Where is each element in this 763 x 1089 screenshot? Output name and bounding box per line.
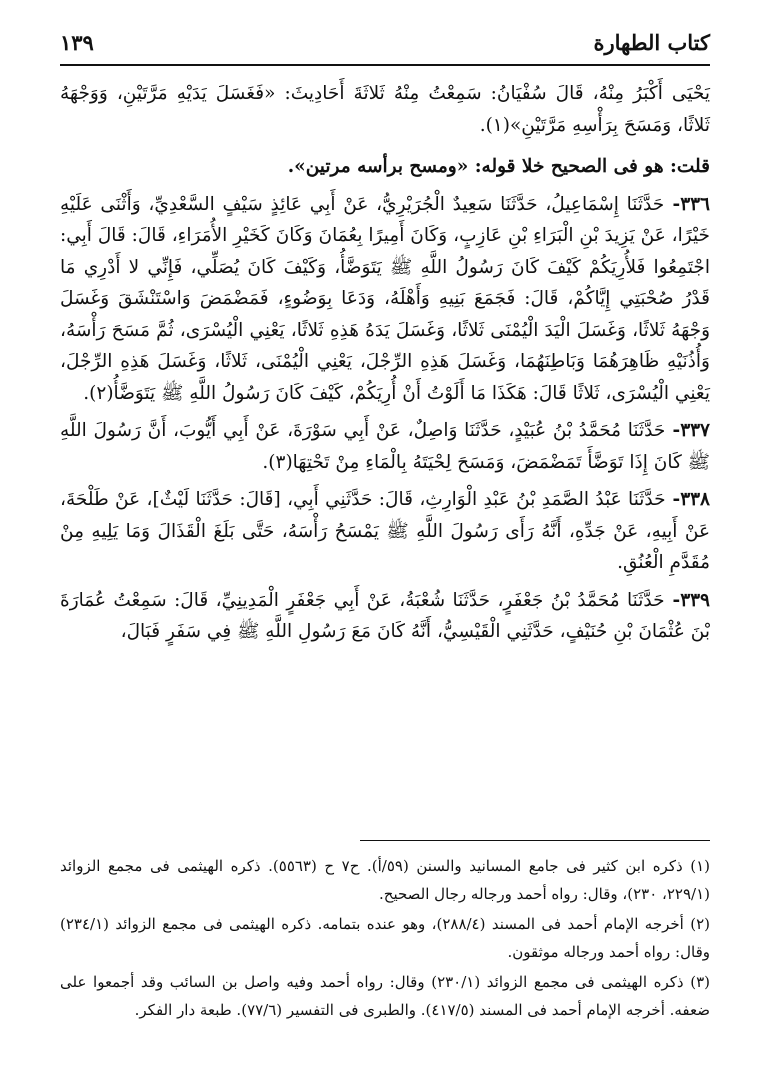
footnote-3: (٣) ذكره الهيثمى فى مجمع الزوائد (٢٣٠/١) وقال: رواه أحمد وفيه واصل بن السائب وقد أجمعوا على ضعفه. أخرجه الإمام أحمد فى المسند (٤١٧/٥). والطبرى فى التفسير (٧٧/٦). طبعة دار الفكر. [60,973,710,1019]
footnote-1: (١) ذكره ابن كثير فى جامع المسانيد والسنن (٥٩/أ). ح٧ ح (٥٥٦٣). ذكره الهيثمى فى مجمع الزوائد (٢٢٩/١، ٢٣٠)، وقال: رواه أحمد ورجاله رجال الصحيح. [60,857,710,903]
footnotes [60,852,710,1026]
hadith-text: حَدَّثَنَا عَبْدُ الصَّمَدِ بْنُ عَبْدِ الْوَارِثِ، قَالَ: حَدَّثَنِي أَبِي، [قَالَ: حَدَّثَنَا لَيْثٌ]، عَنْ طَلْحَةَ، عَنْ أَبِيهِ، عَنْ جَدِّهِ، أَنَّهُ رَأَى رَسُولَ اللَّهِ ﷺ يَمْسَحُ رَأْسَهُ، حَتَّى بَلَغَ الْقَذَالَ وَمَا يَلِيهِ مِنْ مُقَدَّمِ الْعُنُقِ. [60,489,710,573]
page-number: ١٣٩ [60,30,94,55]
hadith-number: ٣٣٩- [664,589,710,611]
editor-note: قلت: هو فى الصحيح خلا قوله: «ومسح برأسه مرتين». [287,156,710,177]
hadith-336 [60,189,710,410]
hadith-337 [60,415,710,478]
hadith-338 [60,484,710,579]
hadith-number: ٣٣٧- [665,420,710,441]
hadith-text: حَدَّثَنَا مُحَمَّدُ بْنُ جَعْفَرٍ، حَدَّثَنَا شُعْبَةُ، عَنْ أَبِي جَعْفَرٍ الْمَدِينِيِّ، قَالَ: سَمِعْتُ عُمَارَةَ بْنَ عُثْمَانَ بْنِ حُنَيْفٍ، حَدَّثَنِي الْقَيْسِيُّ، أَنَّهُ كَانَ مَعَ رَسُولِ اللَّهِ ﷺ فِي سَفَرٍ فَبَالَ، [60,589,710,642]
main-text [60,78,710,648]
hadith-text: حَدَّثَنَا إِسْمَاعِيلُ، حَدَّثَنَا سَعِيدٌ الْجُرَيْرِيُّ، عَنْ أَبِي عَائِذٍ سَيْفٍ السَّعْدِيِّ، وَأَثْنَى عَلَيْهِ خَيْرًا، عَنْ يَزِيدَ بْنِ الْبَرَاءِ بْنِ عَازِبٍ، وَكَانَ أَمِيرًا بِعُمَانَ وَكَانَ كَخَيْرِ الأُمَرَاءِ، قَالَ: قَالَ أَبِي: اجْتَمِعُوا فَلأُرِيَكُمْ كَيْفَ كَانَ رَسُولُ اللَّهِ ﷺ يَتَوَضَّأُ، وَكَيْفَ كَانَ يُصَلِّي، فَإِنِّي لا أَدْرِي مَا قَدْرُ صُحْبَتِي إِيَّاكُمْ، قَالَ: فَجَمَعَ بَنِيهِ وَأَهْلَهُ، وَدَعَا بِوَضُوءٍ، فَمَضْمَضَ وَاسْتَنْشَقَ وَغَسَلَ وَجْهَهُ ثَلاثًا، وَغَسَلَ الْيَدَ الْيُمْنَى ثَلاثًا، وَغَسَلَ يَدَهُ هَذِهِ ثَلاثًا، يَعْنِي الْيُسْرَى، ثُمَّ مَسَحَ رَأْسَهُ، وَأُذُنَيْهِ ظَاهِرَهُمَا وَبَاطِنَهُمَا، وَغَسَلَ هَذِهِ الرِّجْلَ، يَعْنِي الْيُمْنَى، ثَلاثًا، وَغَسَلَ هَذِهِ الرِّجْلَ، يَعْنِي الْيُسْرَى، ثَلاثًا قَالَ: هَكَذَا مَا أَلَوْتُ أَنْ أُرِيَكُمْ، كَيْفَ كَانَ رَسُولُ اللَّهِ ﷺ يَتَوَضَّأُ(٢). [60,193,710,404]
footnote-2: (٢) أخرجه الإمام أحمد فى المسند (٢٨٨/٤)، وهو عنده بتمامه. ذكره الهيثمى فى مجمع الزوائد (٢٣٤/١) وقال: رواه أحمد ورجاله موثقون. [60,915,710,961]
hadith-text: حَدَّثَنَا مُحَمَّدُ بْنُ عُبَيْدٍ، حَدَّثَنَا وَاصِلٌ، عَنْ أَبِي سَوْرَةَ، عَنْ أَبِي أَيُّوبَ، أَنَّ رَسُولَ اللَّهِ ﷺ كَانَ إِذَا تَوَضَّأَ تَمَضْمَضَ، وَمَسَحَ لِحْيَتَهُ بِالْمَاءِ مِنْ تَحْتِهَا(٣). [60,420,710,473]
footnote-divider [360,840,710,841]
page-header [60,30,710,66]
hadith-number: ٣٣٨- [665,489,710,510]
intro-paragraph: يَحْيَى أَكْبَرُ مِنْهُ، قَالَ سُفْيَانُ: سَمِعْتُ مِنْهُ ثَلاثَةَ أَحَادِيثَ: «فَغَسَلَ يَدَيْهِ مَرَّتَيْنِ، وَوَجْهَهُ ثَلاثًا، وَمَسَحَ بِرَأْسِهِ مَرَّتَيْنِ»(١). [60,83,710,136]
hadith-339 [60,585,710,648]
book-page [60,0,710,1089]
running-title: كتاب الطهارة [593,30,710,55]
hadith-number: ٣٣٦- [664,193,710,215]
